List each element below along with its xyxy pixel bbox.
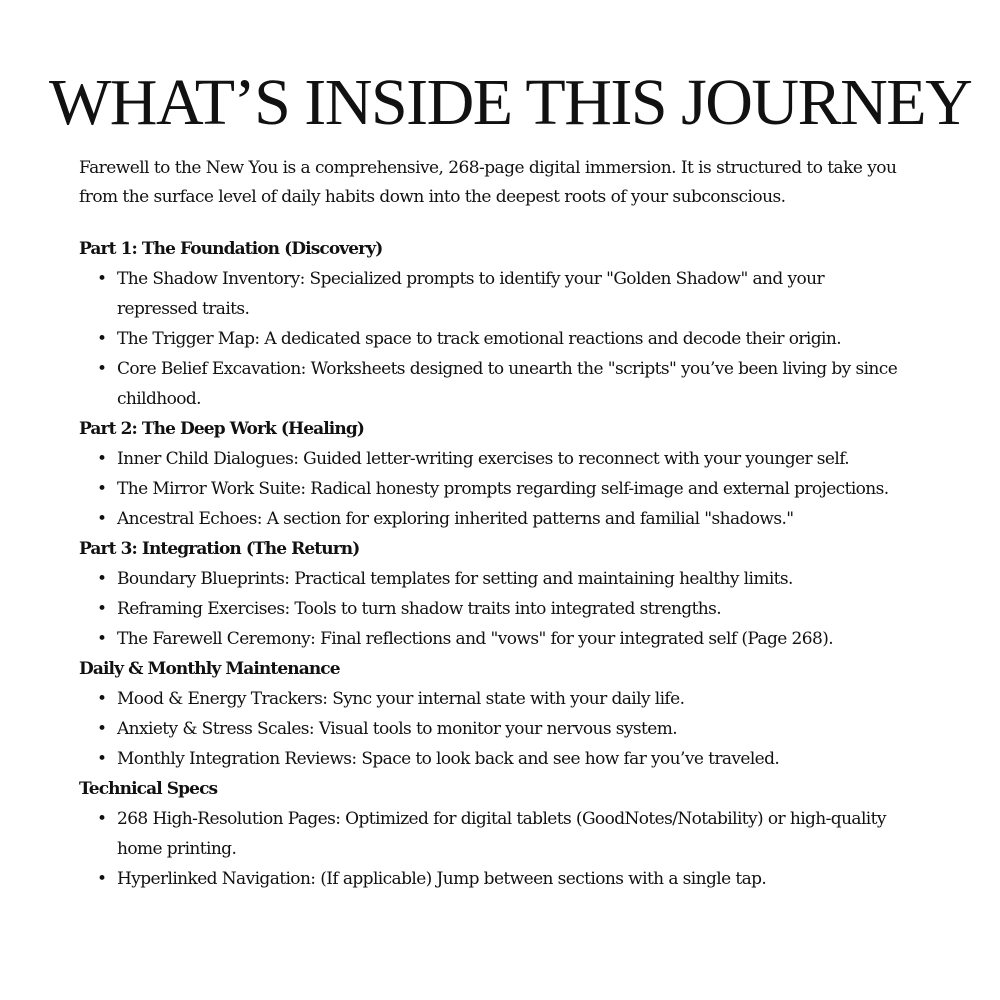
list-item-text: The Shadow Inventory: Specialized prompts to identify your "Golden Shadow" and your repressed traits. xyxy=(117,269,824,319)
section-part-1 xyxy=(79,234,930,414)
list-item-text: Boundary Blueprints: Practical templates for setting and maintaining healthy limits. xyxy=(117,569,793,589)
list-item xyxy=(97,354,907,414)
list-item xyxy=(97,864,907,894)
section-items xyxy=(79,264,930,414)
section-maintenance xyxy=(79,654,930,774)
bullet-icon: • xyxy=(97,599,107,619)
list-item-text: Core Belief Excavation: Worksheets designed to unearth the "scripts" you’ve been living by since childhood. xyxy=(117,359,898,409)
list-item-text: Ancestral Echoes: A section for exploring inherited patterns and familial "shadows." xyxy=(117,509,794,529)
list-item-text: Anxiety & Stress Scales: Visual tools to monitor your nervous system. xyxy=(117,719,678,739)
list-item xyxy=(97,624,907,654)
list-item xyxy=(97,804,907,864)
list-item xyxy=(97,504,907,534)
list-item xyxy=(97,564,907,594)
section-items xyxy=(79,444,930,534)
list-item xyxy=(97,264,907,324)
bullet-icon: • xyxy=(97,689,107,709)
list-item-text: 268 High-Resolution Pages: Optimized for digital tablets (GoodNotes/Notability) or high-quality home printing. xyxy=(117,809,886,859)
section-heading: Part 2: The Deep Work (Healing) xyxy=(79,419,364,439)
list-item xyxy=(97,714,907,744)
bullet-icon: • xyxy=(97,719,107,739)
list-item xyxy=(97,324,907,354)
list-item-text: Reframing Exercises: Tools to turn shadow traits into integrated strengths. xyxy=(117,599,722,619)
section-items xyxy=(79,804,930,894)
bullet-icon: • xyxy=(97,449,107,469)
list-item-text: The Farewell Ceremony: Final reflections and "vows" for your integrated self (Page 268). xyxy=(117,629,834,649)
list-item-text: The Trigger Map: A dedicated space to track emotional reactions and decode their origin. xyxy=(117,329,842,349)
section-items xyxy=(79,564,930,654)
list-item-text: Inner Child Dialogues: Guided letter-writing exercises to reconnect with your younger self. xyxy=(117,449,850,469)
bullet-icon: • xyxy=(97,749,107,769)
bullet-icon: • xyxy=(97,359,107,379)
list-item xyxy=(97,684,907,714)
list-item-text: The Mirror Work Suite: Radical honesty prompts regarding self-image and external projections. xyxy=(117,479,889,499)
section-heading: Part 1: The Foundation (Discovery) xyxy=(79,239,383,259)
list-item-text: Hyperlinked Navigation: (If applicable) Jump between sections with a single tap. xyxy=(117,869,767,889)
section-part-3 xyxy=(79,534,930,654)
section-heading: Part 3: Integration (The Return) xyxy=(79,539,360,559)
list-item xyxy=(97,444,907,474)
bullet-icon: • xyxy=(97,479,107,499)
section-part-2 xyxy=(79,414,930,534)
list-item-text: Mood & Energy Trackers: Sync your internal state with your daily life. xyxy=(117,689,685,709)
bullet-icon: • xyxy=(97,269,107,289)
bullet-icon: • xyxy=(97,329,107,349)
bullet-icon: • xyxy=(97,869,107,889)
list-item xyxy=(97,594,907,624)
section-heading: Daily & Monthly Maintenance xyxy=(79,659,340,679)
list-item-text: Monthly Integration Reviews: Space to look back and see how far you’ve traveled. xyxy=(117,749,780,769)
sections-list xyxy=(79,234,930,894)
section-items xyxy=(79,684,930,774)
section-heading: Technical Specs xyxy=(79,779,218,799)
intro-paragraph: Farewell to the New You is a comprehensive, 268-page digital immersion. It is structured to take you from the surface level of daily habits down into the deepest roots of your subconscious. xyxy=(79,158,897,207)
bullet-icon: • xyxy=(97,569,107,589)
list-item xyxy=(97,474,907,504)
section-technical-specs xyxy=(79,774,930,894)
list-item xyxy=(97,744,907,774)
bullet-icon: • xyxy=(97,629,107,649)
bullet-icon: • xyxy=(97,809,107,829)
page-title: WHAT’S INSIDE THIS JOURNEY xyxy=(49,66,972,139)
bullet-icon: • xyxy=(97,509,107,529)
